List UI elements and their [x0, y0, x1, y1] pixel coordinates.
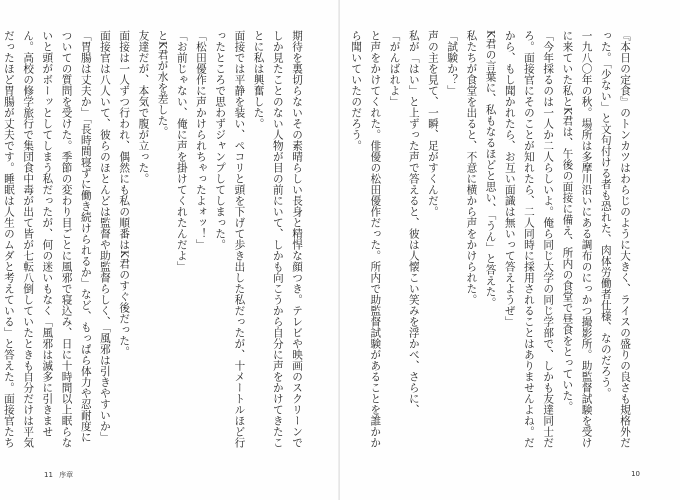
paragraph: 『本日の定食』のトンカツはわらじのように大きく、ライスの盛りの良さも規格外だった。「少ない」と文句付ける者も恐れた、肉体労働者仕様、なのだろう。 [599, 30, 631, 448]
page-number: 10 [631, 470, 640, 478]
paragraph: 私が「はい」と上ずった声で答えると、彼は人懐こい笑みを浮かべ、さらに、 [407, 30, 420, 415]
paragraph: と声をかけてくれた。俳優の松田優作だった。所内で助監督試験があることを誰かから聞いていたのだろう。 [350, 30, 382, 448]
left-page-footer [44, 470, 77, 480]
paragraph: 面接官は八人いて、彼らのほとんどは監督や助監督らしく、「風邪は引きやすいか」「胃腸は丈夫か」「長時間寝ずに働き続けられるか」など、もっぱら体力や忍耐度についての質問を受けた。季節の変わり目ごとに風邪で寝込み、日に十時間以上眠らないと頭がボーッとしてしまう私だったが、何の迷いもなく「風邪は滅多に引きません。高校の修学旅行で集団食中毒が出て皆が七転八倒していたときも自分だけは平気だったほど胃腸が丈夫です。睡眠は人生のムダと考えている」と答えた。面接官たち [2, 30, 111, 448]
paragraph: 面接は一人ずつ行われ、偶然にも私の順番はK君のすぐ後だった。 [118, 30, 131, 358]
paragraph: 「今年採るのは一人か二人らしいよ。俺ら同じ大学の同じ学部で、しかも友達同士だろ。面接官にそのことが知れたら、二人同時に採用されることはありませんよね。だから、もし聞かれたら、お互い面識は無いって答えようぜ」 [503, 30, 555, 448]
paragraph: 「がんばれよ」 [388, 30, 401, 107]
paragraph: 「松田優作に声かけられちゃったよォッ！」 [194, 30, 207, 250]
page-number: 11 [44, 471, 53, 479]
right-page-footer [631, 470, 644, 478]
paragraph: 一九八〇年の秋。場所は多摩川沿いにある調布のにっかつ撮影所。助監督試験を受けに来ていた私とK君は、午後の面接に備え、所内の食堂で昼食をとっていた。 [561, 30, 593, 448]
paragraph: 友達だが、本気で腹が立った。 [137, 30, 150, 184]
paragraph: 「お前じゃない、俺に声を掛けてくれたんだよ」 [175, 30, 188, 272]
paragraph: とK君が水を差した。 [156, 30, 169, 138]
right-page-text [350, 30, 634, 450]
left-page-text [2, 30, 306, 450]
paragraph: 私たちが食堂を出ると、不意に横から声をかけられた。 [465, 30, 478, 305]
right-page [340, 0, 680, 500]
paragraph: 面接では平静を装い、ペコリと頭を下げて歩き出した私だったが、十メートルほど行ったところで思わずジャンプしてしまった。 [214, 30, 246, 448]
chapter-label: 序章 [59, 471, 74, 479]
paragraph: K君の言葉に、私もなるほどと思い、「うん」と答えた。 [484, 30, 497, 309]
paragraph: 期待を裏切らないその素晴らしい長身と精悍な顔つき。テレビや映画のスクリーンでしか見たことのない人物が目の前にいて、しかも向こうから自分に声をかけてきたことに私は興奮した。 [252, 30, 303, 448]
paragraph: 「試験か？」 [446, 30, 459, 96]
paragraph: 声の主を見て、一瞬、足がすくんだ。 [426, 30, 439, 217]
